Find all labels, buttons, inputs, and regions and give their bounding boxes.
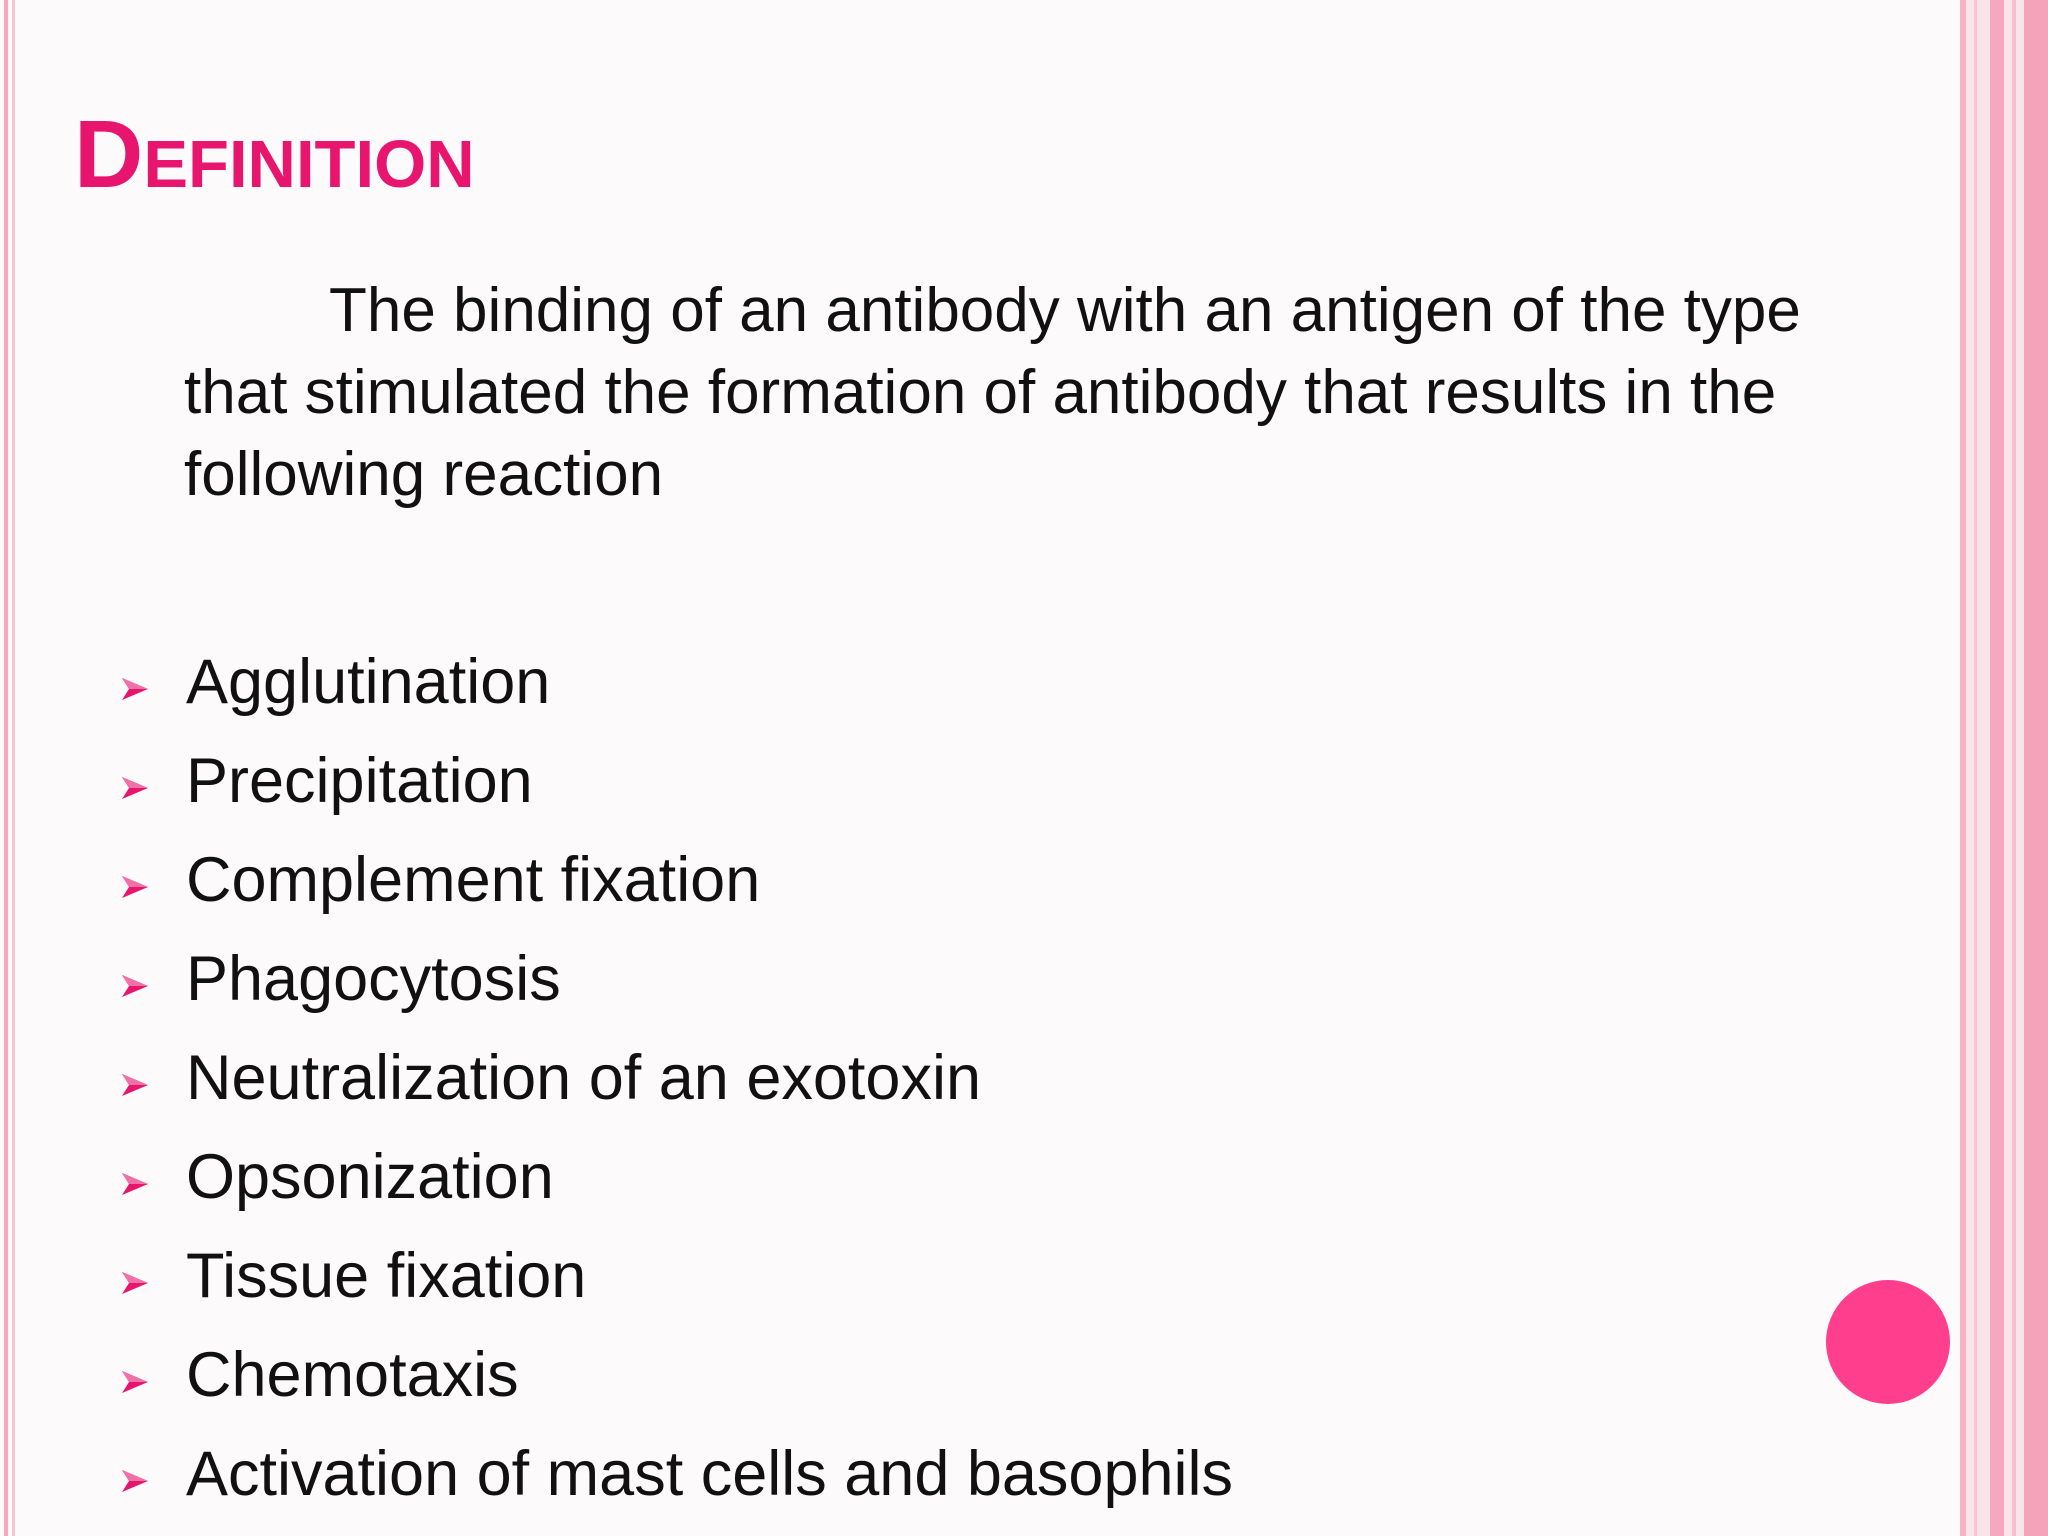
list-item	[120, 1127, 1233, 1226]
arrow-bullet-icon	[120, 1348, 186, 1402]
arrow-bullet-icon	[120, 655, 186, 709]
arrow-bullet-icon	[120, 754, 186, 808]
list-item-label: Neutralization of an exotoxin	[186, 1042, 981, 1113]
list-item	[120, 1325, 1233, 1424]
list-item	[120, 1424, 1233, 1523]
definition-text: The binding of an antibody with an antigen of the type that stimulated the formation of antibody that results in the following reaction	[184, 276, 1801, 509]
right-stripe	[2012, 0, 2016, 1536]
list-item-label: Agglutination	[186, 646, 551, 717]
list-item	[120, 929, 1233, 1028]
arrow-bullet-icon	[120, 1150, 186, 1204]
list-item-label: Precipitation	[186, 745, 533, 816]
arrow-bullet-icon	[120, 1249, 186, 1303]
arrow-bullet-icon	[120, 1051, 186, 1105]
right-stripe	[2024, 0, 2048, 1536]
list-item	[120, 1226, 1233, 1325]
decorative-circle	[1826, 1280, 1950, 1404]
list-item	[120, 632, 1233, 731]
list-item	[120, 830, 1233, 929]
arrow-bullet-icon	[120, 952, 186, 1006]
reaction-list	[120, 632, 1233, 1523]
right-stripe	[1974, 0, 1977, 1536]
right-stripe	[1960, 0, 1966, 1536]
slide-title: Definition	[74, 101, 475, 208]
arrow-bullet-icon	[120, 853, 186, 907]
list-item-label: Tissue fixation	[186, 1240, 587, 1311]
list-item-label: Chemotaxis	[186, 1339, 519, 1410]
left-border-line	[4, 0, 8, 1536]
list-item	[120, 731, 1233, 830]
list-item-label: Phagocytosis	[186, 943, 561, 1014]
list-item-label: Opsonization	[186, 1141, 554, 1212]
list-item	[120, 1028, 1233, 1127]
left-border-line-inner	[12, 0, 15, 1536]
list-item-label: Complement fixation	[186, 844, 761, 915]
right-stripe	[1990, 0, 2004, 1536]
arrow-bullet-icon	[120, 1447, 186, 1501]
list-item-label: Activation of mast cells and basophils	[186, 1438, 1234, 1509]
